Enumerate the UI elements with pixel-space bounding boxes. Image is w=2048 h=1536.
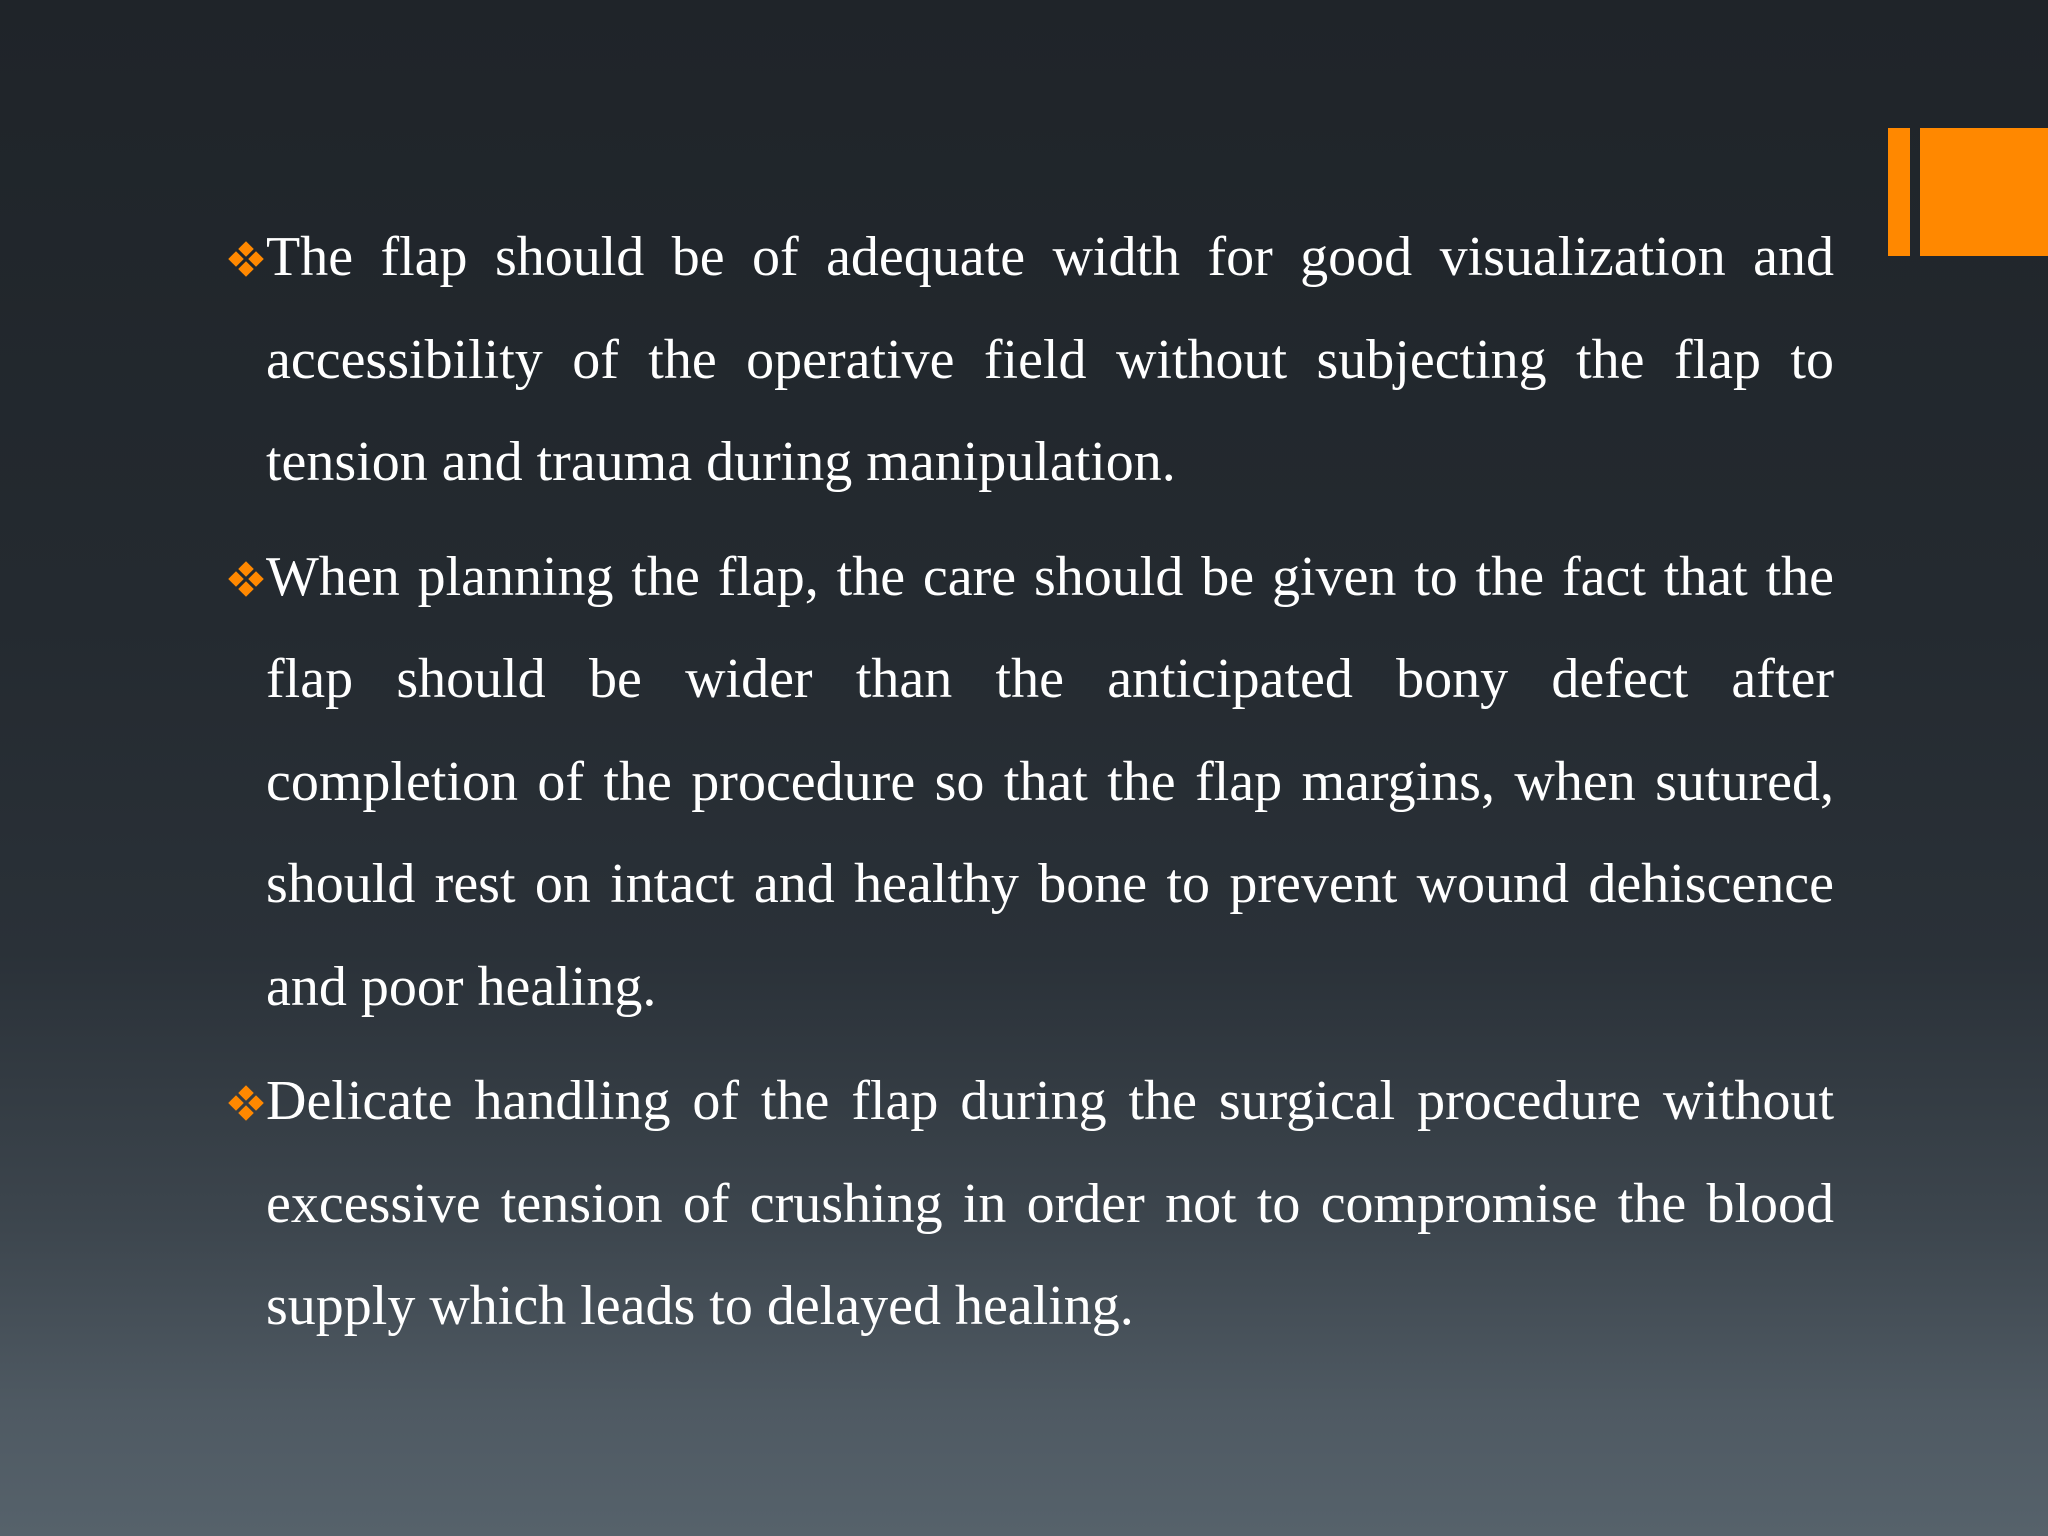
bullet-text: Delicate handling of the flap during the surgical procedure without excessive tension of crushing in order not to compromise the blood supply which leads to delayed healing.	[266, 1070, 1834, 1337]
diamond-bullet-icon	[228, 1085, 264, 1121]
diamond-bullet-icon	[228, 561, 264, 597]
accent-bar-thin	[1888, 128, 1910, 256]
diamond-bullet-icon	[228, 241, 264, 277]
bullet-item	[228, 526, 1834, 1039]
bullet-item	[228, 1050, 1834, 1358]
bullet-list	[228, 206, 1834, 1370]
bullet-text: The flap should be of adequate width for good visualization and accessibility of the operative field without subjecting the flap to tension and trauma during manipulation.	[266, 226, 1834, 493]
bullet-text: When planning the flap, the care should be given to the fact that the flap should be wider than the anticipated bony defect after completion of the procedure so that the flap margins, when sutured, should rest on intact and healthy bone to prevent wound dehiscence and poor healing.	[266, 545, 1834, 1018]
accent-bar-wide	[1920, 128, 2048, 256]
bullet-item	[228, 206, 1834, 514]
